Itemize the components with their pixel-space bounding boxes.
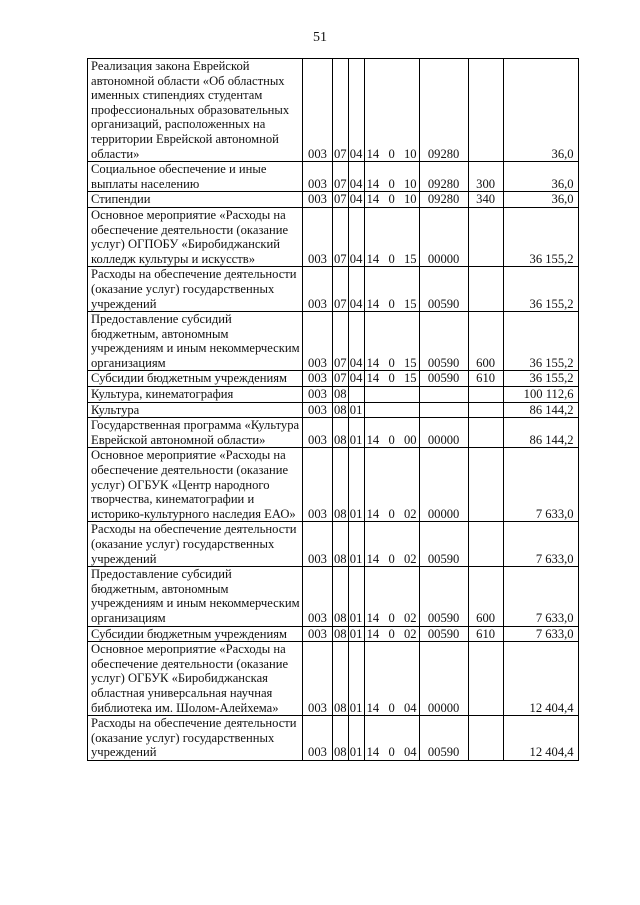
row-expense-type-cell	[468, 716, 503, 761]
table-row	[88, 312, 579, 371]
table-row	[88, 642, 579, 716]
row-grbs-cell: 003	[303, 162, 333, 192]
row-expense-type-cell	[468, 402, 503, 418]
row-expense-type-cell	[468, 642, 503, 716]
row-program-part: 14	[366, 146, 380, 161]
row-program-part: 0	[388, 355, 395, 370]
row-program-cell	[364, 402, 419, 418]
row-code-cell: 00000	[419, 642, 468, 716]
table-row	[88, 626, 579, 642]
table-row	[88, 371, 579, 387]
row-program-part: 0	[388, 251, 395, 266]
row-code-cell	[419, 402, 468, 418]
row-program-cell	[364, 162, 419, 192]
row-sum-cell: 36 155,2	[503, 267, 578, 312]
row-grbs-cell: 003	[303, 626, 333, 642]
row-code-cell: 00590	[419, 371, 468, 387]
row-program-part: 02	[403, 551, 417, 566]
table-row	[88, 402, 579, 418]
row-section-cell: 08	[333, 418, 349, 448]
row-program-part: 14	[366, 610, 380, 625]
row-program-part: 14	[366, 700, 380, 715]
row-subsection-cell: 04	[349, 192, 363, 207]
row-sum-cell: 7 633,0	[503, 448, 578, 522]
row-name-cell: Культура, кинематография	[88, 387, 303, 403]
row-subsection-cell: 01	[348, 567, 364, 626]
row-section-cell: 08	[333, 716, 349, 761]
row-code-cell: 09280	[419, 59, 468, 162]
row-program-part: 14	[366, 626, 380, 641]
row-section-cell: 08	[334, 387, 347, 402]
row-expense-type-cell: 340	[468, 192, 503, 208]
row-name-cell: Предоставление субсидий бюджетным, автономным учреждениям и иным некоммерческим организациям	[88, 312, 303, 371]
row-program-part: 02	[403, 506, 417, 521]
row-section-cell: 07	[333, 162, 349, 192]
row-sum-cell: 7 633,0	[503, 522, 578, 567]
row-expense-type-cell	[468, 448, 503, 522]
row-code-cell: 00590	[419, 626, 468, 642]
row-sum-cell: 36,0	[503, 192, 578, 208]
row-program-part: 14	[366, 371, 380, 386]
row-expense-type-cell: 600	[468, 567, 503, 626]
row-subsection-cell: 01	[349, 402, 363, 417]
row-subsection-cell: 04	[348, 207, 364, 266]
row-code-cell: 09280	[419, 162, 468, 192]
row-section-cell: 08	[333, 567, 349, 626]
row-grbs-cell: 003	[303, 387, 333, 403]
row-program-cell	[364, 716, 419, 761]
row-sum-cell: 12 404,4	[503, 716, 578, 761]
budget-table	[87, 58, 579, 761]
row-name-cell: Расходы на обеспечение деятельности (оказание услуг) государственных учреждений	[88, 267, 303, 312]
table-row	[88, 567, 579, 626]
row-program-cell	[364, 626, 419, 642]
row-program-part: 15	[403, 296, 417, 311]
row-program-part: 10	[403, 192, 417, 207]
row-program-cell	[364, 448, 419, 522]
row-program-part: 14	[366, 506, 380, 521]
row-subsection-cell: 04	[348, 59, 364, 162]
row-expense-type-cell	[468, 418, 503, 448]
row-subsection-cell: 01	[348, 448, 364, 522]
row-grbs-cell: 003	[303, 402, 333, 418]
row-code-cell	[419, 387, 468, 403]
row-subsection-cell: 04	[348, 162, 364, 192]
row-sum-cell: 36,0	[503, 59, 578, 162]
row-program-part: 0	[388, 506, 395, 521]
row-program-part: 0	[388, 432, 395, 447]
row-expense-type-cell	[468, 59, 503, 162]
row-program-part: 0	[388, 192, 395, 207]
row-code-cell: 00590	[419, 267, 468, 312]
row-program-cell	[364, 207, 419, 266]
row-code-cell: 00590	[419, 312, 468, 371]
row-sum-cell: 100 112,6	[503, 387, 578, 403]
table-row	[88, 207, 579, 266]
row-expense-type-cell	[468, 387, 503, 403]
row-name-cell: Субсидии бюджетным учреждениям	[88, 371, 303, 387]
row-sum-cell: 36 155,2	[503, 312, 578, 371]
row-expense-type-cell: 300	[468, 162, 503, 192]
row-expense-type-cell: 600	[468, 312, 503, 371]
row-subsection-cell: 01	[348, 642, 364, 716]
row-program-part: 0	[388, 551, 395, 566]
row-program-cell	[364, 192, 419, 208]
row-program-part: 02	[403, 626, 417, 641]
row-sum-cell: 7 633,0	[503, 626, 578, 642]
row-section-cell: 08	[333, 642, 349, 716]
row-program-cell	[364, 642, 419, 716]
row-name-cell: Реализация закона Еврейской автономной области «Об областных именных стипендиях студентам профессиональных образовательных организаций, расположенных на территории Еврейской автономной области»	[88, 59, 303, 162]
row-sum-cell: 36 155,2	[503, 371, 578, 387]
row-grbs-cell: 003	[303, 267, 333, 312]
row-grbs-cell: 003	[303, 418, 333, 448]
table-row	[88, 448, 579, 522]
table-row	[88, 387, 579, 403]
row-program-part: 0	[388, 176, 395, 191]
row-subsection-cell: 01	[348, 522, 364, 567]
row-name-cell: Предоставление субсидий бюджетным, автономным учреждениям и иным некоммерческим организациям	[88, 567, 303, 626]
row-program-cell	[364, 567, 419, 626]
row-program-part: 15	[403, 371, 417, 386]
row-section-cell: 07	[333, 312, 349, 371]
row-program-part: 00	[403, 432, 417, 447]
row-code-cell: 00000	[419, 418, 468, 448]
row-program-cell	[364, 371, 419, 387]
row-grbs-cell: 003	[303, 716, 333, 761]
table-row	[88, 59, 579, 162]
row-subsection-cell: 04	[348, 312, 364, 371]
table-row	[88, 522, 579, 567]
row-program-part: 14	[366, 192, 380, 207]
row-name-cell: Расходы на обеспечение деятельности (оказание услуг) государственных учреждений	[88, 716, 303, 761]
row-subsection-cell: 04	[349, 371, 363, 386]
row-name-cell: Расходы на обеспечение деятельности (оказание услуг) государственных учреждений	[88, 522, 303, 567]
row-program-part: 0	[388, 745, 395, 760]
row-section-cell: 07	[334, 371, 347, 386]
row-program-cell	[364, 522, 419, 567]
row-program-part: 14	[366, 355, 380, 370]
row-grbs-cell: 003	[303, 207, 333, 266]
row-sum-cell: 86 144,2	[503, 402, 578, 418]
row-grbs-cell: 003	[303, 192, 333, 208]
row-program-cell	[364, 59, 419, 162]
row-name-cell: Государственная программа «Культура Еврейской автономной области»	[88, 418, 303, 448]
row-section-cell: 07	[333, 59, 349, 162]
row-section-cell: 08	[333, 448, 349, 522]
row-program-part: 0	[388, 610, 395, 625]
row-subsection-cell: 04	[348, 267, 364, 312]
row-program-part: 14	[366, 432, 380, 447]
row-program-part: 02	[403, 610, 417, 625]
row-subsection-cell: 01	[349, 626, 363, 641]
row-program-part: 0	[388, 700, 395, 715]
budget-table-body	[88, 59, 579, 761]
table-row	[88, 716, 579, 761]
row-expense-type-cell: 610	[468, 371, 503, 387]
row-name-cell: Основное мероприятие «Расходы на обеспечение деятельности (оказание услуг) ОГПОБУ «Биробиджанский колледж культуры и искусств»	[88, 207, 303, 266]
row-name-cell: Культура	[88, 402, 303, 418]
row-section-cell: 08	[334, 626, 347, 641]
row-program-cell	[364, 267, 419, 312]
row-subsection-cell: 01	[348, 716, 364, 761]
row-program-part: 0	[388, 296, 395, 311]
row-code-cell: 00590	[419, 522, 468, 567]
row-section-cell: 08	[334, 402, 347, 417]
row-name-cell: Основное мероприятие «Расходы на обеспечение деятельности (оказание услуг) ОГБУК «Биробиджанская областная универсальная научная библиотека им. Шолом-Алейхема»	[88, 642, 303, 716]
row-section-cell: 07	[333, 267, 349, 312]
row-program-part: 10	[403, 146, 417, 161]
table-row	[88, 192, 579, 208]
row-grbs-cell: 003	[303, 642, 333, 716]
row-sum-cell: 36,0	[503, 162, 578, 192]
row-expense-type-cell	[468, 522, 503, 567]
row-name-cell: Субсидии бюджетным учреждениям	[88, 626, 303, 642]
row-program-part: 04	[403, 745, 417, 760]
row-program-part: 14	[366, 296, 380, 311]
row-expense-type-cell	[468, 207, 503, 266]
row-grbs-cell: 003	[303, 448, 333, 522]
table-row	[88, 418, 579, 448]
row-section-cell: 08	[333, 522, 349, 567]
row-program-part: 0	[388, 146, 395, 161]
row-code-cell: 00590	[419, 567, 468, 626]
row-program-part: 15	[403, 251, 417, 266]
row-code-cell: 00590	[419, 716, 468, 761]
row-subsection-cell	[348, 387, 364, 403]
row-program-part: 14	[366, 176, 380, 191]
row-program-cell	[364, 312, 419, 371]
row-name-cell: Основное мероприятие «Расходы на обеспечение деятельности (оказание услуг) ОГБУК «Центр народного творчества, кинематографии и историко-культурного наследия ЕАО»	[88, 448, 303, 522]
row-expense-type-cell: 610	[468, 626, 503, 642]
row-program-cell	[364, 418, 419, 448]
page-number: 51	[313, 30, 327, 45]
row-program-part: 10	[403, 176, 417, 191]
row-expense-type-cell	[468, 267, 503, 312]
row-name-cell: Стипендии	[88, 192, 303, 208]
row-grbs-cell: 003	[303, 59, 333, 162]
table-row	[88, 267, 579, 312]
row-code-cell: 00000	[419, 448, 468, 522]
row-name-cell: Социальное обеспечение и иные выплаты населению	[88, 162, 303, 192]
row-sum-cell: 7 633,0	[503, 567, 578, 626]
row-section-cell: 07	[334, 192, 347, 207]
row-section-cell: 07	[333, 207, 349, 266]
row-grbs-cell: 003	[303, 567, 333, 626]
row-grbs-cell: 003	[303, 522, 333, 567]
row-grbs-cell: 003	[303, 371, 333, 387]
row-program-part: 15	[403, 355, 417, 370]
row-sum-cell: 86 144,2	[503, 418, 578, 448]
row-code-cell: 09280	[419, 192, 468, 208]
row-code-cell: 00000	[419, 207, 468, 266]
row-sum-cell: 12 404,4	[503, 642, 578, 716]
row-grbs-cell: 003	[303, 312, 333, 371]
row-program-part: 14	[366, 551, 380, 566]
row-program-part: 14	[366, 251, 380, 266]
row-program-cell	[364, 387, 419, 403]
row-program-part: 04	[403, 700, 417, 715]
row-program-part: 14	[366, 745, 380, 760]
row-program-part: 0	[388, 626, 395, 641]
row-program-part: 0	[388, 371, 395, 386]
row-subsection-cell: 01	[348, 418, 364, 448]
row-sum-cell: 36 155,2	[503, 207, 578, 266]
table-row	[88, 162, 579, 192]
